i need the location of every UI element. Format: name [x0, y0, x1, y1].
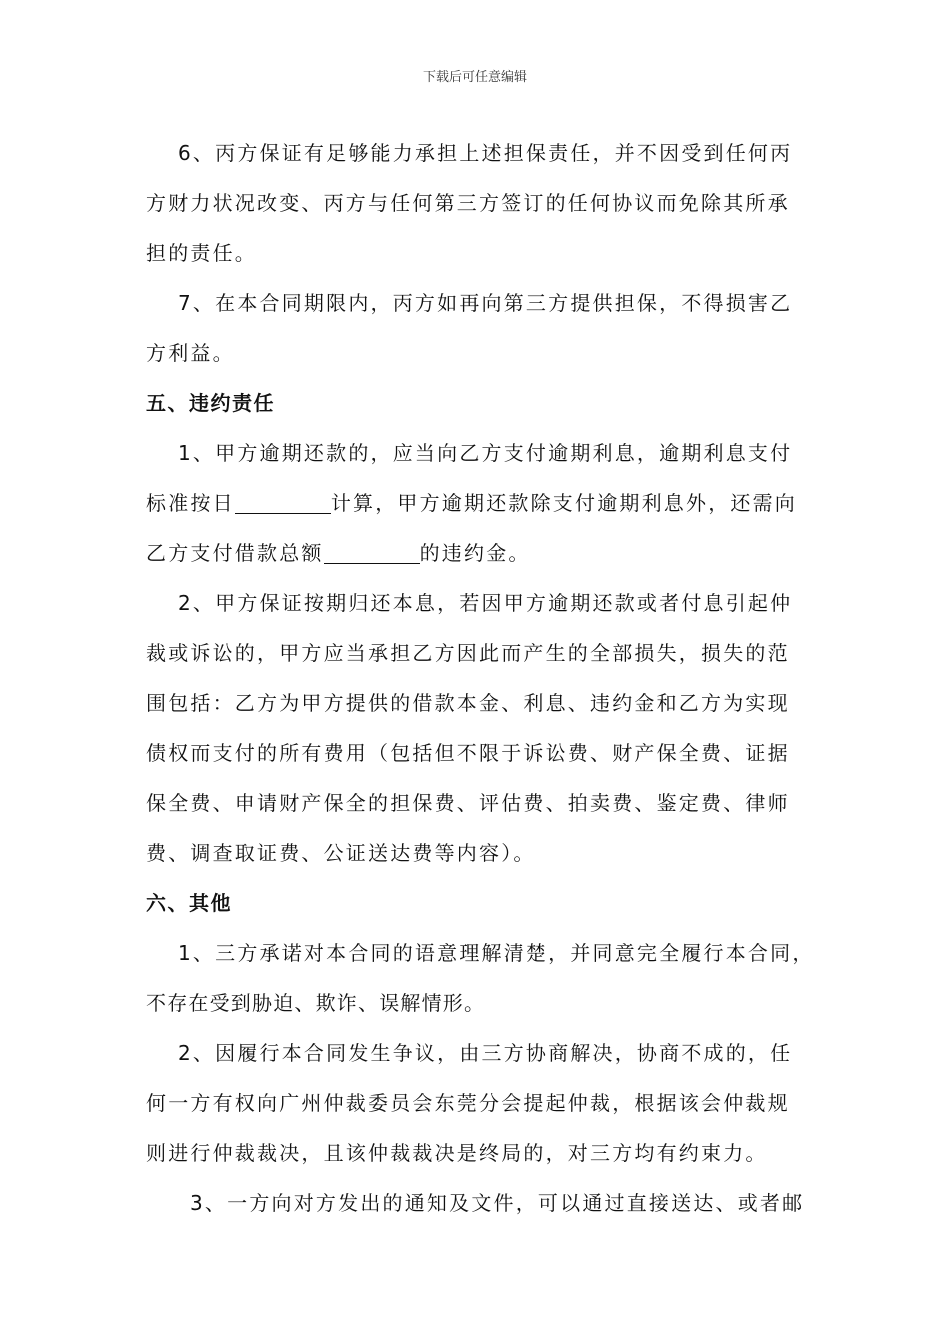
document-body: [146, 128, 820, 1228]
breach-2-line-4: 债权而支付的所有费用（包括但不限于诉讼费、财产保全费、证据: [146, 741, 790, 765]
breach-2-line-2: 裁或诉讼的，甲方应当承担乙方因此而产生的全部损失，损失的范: [146, 641, 790, 665]
other-1-line-1: 1、三方承诺对本合同的语意理解清楚，并同意完全履行本合同，: [178, 941, 815, 965]
clause-7-line-1: 7、在本合同期限内，丙方如再向第三方提供担保，不得损害乙: [178, 291, 793, 315]
other-2-line-2: 何一方有权向广州仲裁委员会东莞分会提起仲裁，根据该会仲裁规: [146, 1091, 790, 1115]
breach-1-text-d: 的违约金。: [419, 541, 531, 565]
fill-blank-penalty: [324, 539, 420, 564]
other-1-line-2: 不存在受到胁迫、欺诈、误解情形。: [146, 991, 486, 1015]
breach-2-line-5: 保全费、申请财产保全的担保费、评估费、拍卖费、鉴定费、律师: [146, 791, 790, 815]
fill-blank-daily-rate: [235, 489, 331, 514]
other-2-line-3: 则进行仲裁裁决，且该仲裁裁决是终局的，对三方均有约束力。: [146, 1141, 768, 1165]
breach-1-line-1: 1、甲方逾期还款的，应当向乙方支付逾期利息，逾期利息支付: [178, 441, 793, 465]
breach-1-line-2: [146, 478, 820, 528]
clause-6-line-3: 担的责任。: [146, 241, 257, 265]
breach-1-line-3: [146, 528, 820, 578]
section-heading-breach: 五、违约责任: [146, 391, 275, 415]
breach-1-text-c: 乙方支付借款总额: [146, 541, 324, 565]
other-2-line-1: 2、因履行本合同发生争议，由三方协商解决，协商不成的，任: [178, 1041, 793, 1065]
breach-2-line-3: 围包括：乙方为甲方提供的借款本金、利息、违约金和乙方为实现: [146, 691, 790, 715]
breach-2-line-1: 2、甲方保证按期归还本息，若因甲方逾期还款或者付息引起仲: [178, 591, 793, 615]
page-header: 下载后可任意编辑: [422, 70, 527, 85]
clause-7-line-2: 方利益。: [146, 341, 235, 365]
clause-6-line-1: 6、丙方保证有足够能力承担上述担保责任，并不因受到任何丙: [178, 141, 793, 165]
breach-2-line-6: 费、调查取证费、公证送达费等内容）。: [146, 841, 536, 865]
breach-1-text-a: 标准按日: [146, 491, 235, 515]
section-heading-other: 六、其他: [146, 891, 232, 915]
other-3-line-1: 3、一方向对方发出的通知及文件，可以通过直接送达、或者邮: [190, 1191, 805, 1215]
clause-6-line-2: 方财力状况改变、丙方与任何第三方签订的任何协议而免除其所承: [146, 191, 790, 215]
breach-1-text-b: 计算，甲方逾期还款除支付逾期利息外，还需向: [330, 491, 798, 515]
